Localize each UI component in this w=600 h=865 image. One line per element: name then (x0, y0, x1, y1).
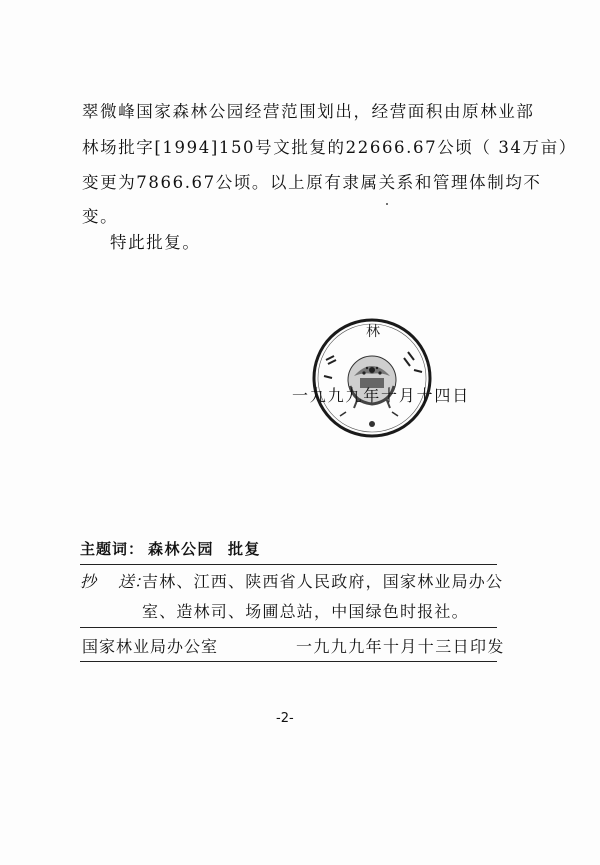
closing-remark: 特此批复。 (110, 233, 201, 252)
cc-recipients-line: 吉林、江西、陕西省人民政府，国家林业局办公 (142, 572, 504, 591)
scan-speck (386, 203, 388, 205)
signature-date: 一九九九年十月十四日 (292, 386, 471, 405)
subject-keyword: 批复 (228, 540, 262, 558)
print-date: 一九九九年十月十三日印发 (296, 637, 505, 656)
official-seal (310, 316, 434, 440)
body-text-line: 变更为7866.67公顷。以上原有隶属关系和管理体制均不 (82, 173, 542, 192)
divider (80, 661, 497, 662)
cc-label-part: 抄 (80, 572, 97, 591)
official-seal-graphic (310, 316, 434, 440)
subject-keywords (80, 539, 261, 559)
page-number: -2- (276, 711, 294, 726)
cc-label (80, 572, 150, 592)
cc-label-part: 送： (118, 572, 151, 591)
issuing-office: 国家林业局办公室 (82, 637, 219, 656)
body-text-line: 林场批字[1994]150号文批复的22666.67公顷（ 34万亩） (82, 138, 577, 157)
subject-keyword: 森林公园 (148, 540, 215, 558)
body-text-line: 变。 (82, 207, 119, 226)
subject-label: 主题词： (80, 540, 145, 558)
divider (80, 627, 497, 628)
seal-text: 林 (366, 324, 380, 340)
cc-recipients-line: 室、造林司、场圃总站，中国绿色时报社。 (142, 602, 469, 621)
divider (80, 564, 497, 565)
body-text-line: 翠微峰国家森林公园经营范围划出，经营面积由原林业部 (82, 102, 535, 121)
